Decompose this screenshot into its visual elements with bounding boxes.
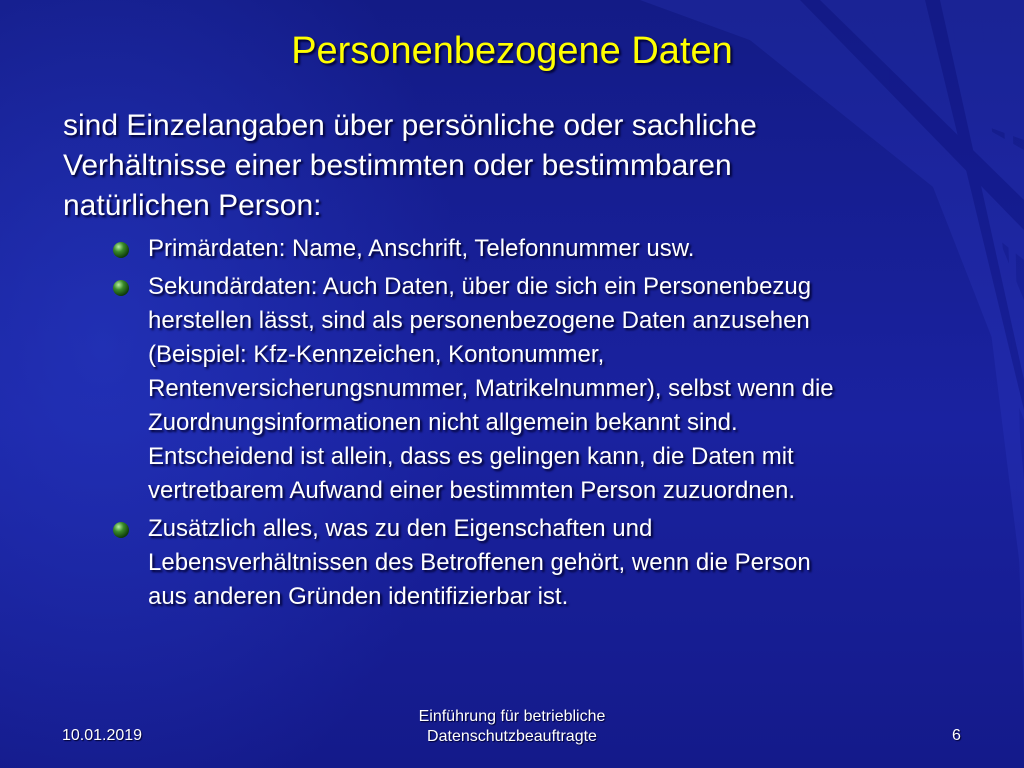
footer-page-number: 6 [952,727,961,744]
bullet-line: Zuordnungsinformationen nicht allgemein bekannt sind. [148,409,738,436]
bullet-item-primary-data [108,232,978,266]
bullet-line: Entscheidend ist allein, dass es gelingen kann, die Daten mit [148,443,794,470]
bullet-line: vertretbarem Aufwand einer bestimmten Person zuzuordnen. [148,477,796,504]
bullet-line: aus anderen Gründen identifizierbar ist. [148,583,569,610]
bullet-line: Lebensverhältnissen des Betroffenen gehört, wenn die Person [148,549,811,576]
green-sphere-bullet-icon [112,279,130,297]
intro-line: natürlichen Person: [63,189,322,222]
bullet-line: Sekundärdaten: Auch Daten, über die sich ein Personenbezug [148,273,812,300]
footer-title [362,707,662,747]
bullet-line: Rentenversicherungsnummer, Matrikelnummer), selbst wenn die [148,375,834,402]
bullet-list [108,232,978,618]
footer-title-line: Einführung für betriebliche [418,708,606,725]
bullet-item-secondary-data [108,270,978,508]
slide-intro [63,106,963,226]
slide-title: Personenbezogene Daten [291,30,733,72]
bullet-line: herstellen lässt, sind als personenbezogene Daten anzusehen [148,307,810,334]
intro-line: sind Einzelangaben über persönliche oder sachliche [63,109,757,142]
footer-title-line: Datenschutzbeauftragte [427,728,597,745]
green-sphere-bullet-icon [112,521,130,539]
bullet-line: Zusätzlich alles, was zu den Eigenschaften und [148,515,653,542]
bullet-line: Primärdaten: Name, Anschrift, Telefonnummer usw. [148,235,695,262]
footer-date: 10.01.2019 [62,727,143,744]
intro-line: Verhältnisse einer bestimmten oder bestimmbaren [63,149,732,182]
green-sphere-bullet-icon [112,241,130,259]
bullet-item-additional-data [108,512,978,614]
bullet-line: (Beispiel: Kfz-Kennzeichen, Kontonummer, [148,341,605,368]
